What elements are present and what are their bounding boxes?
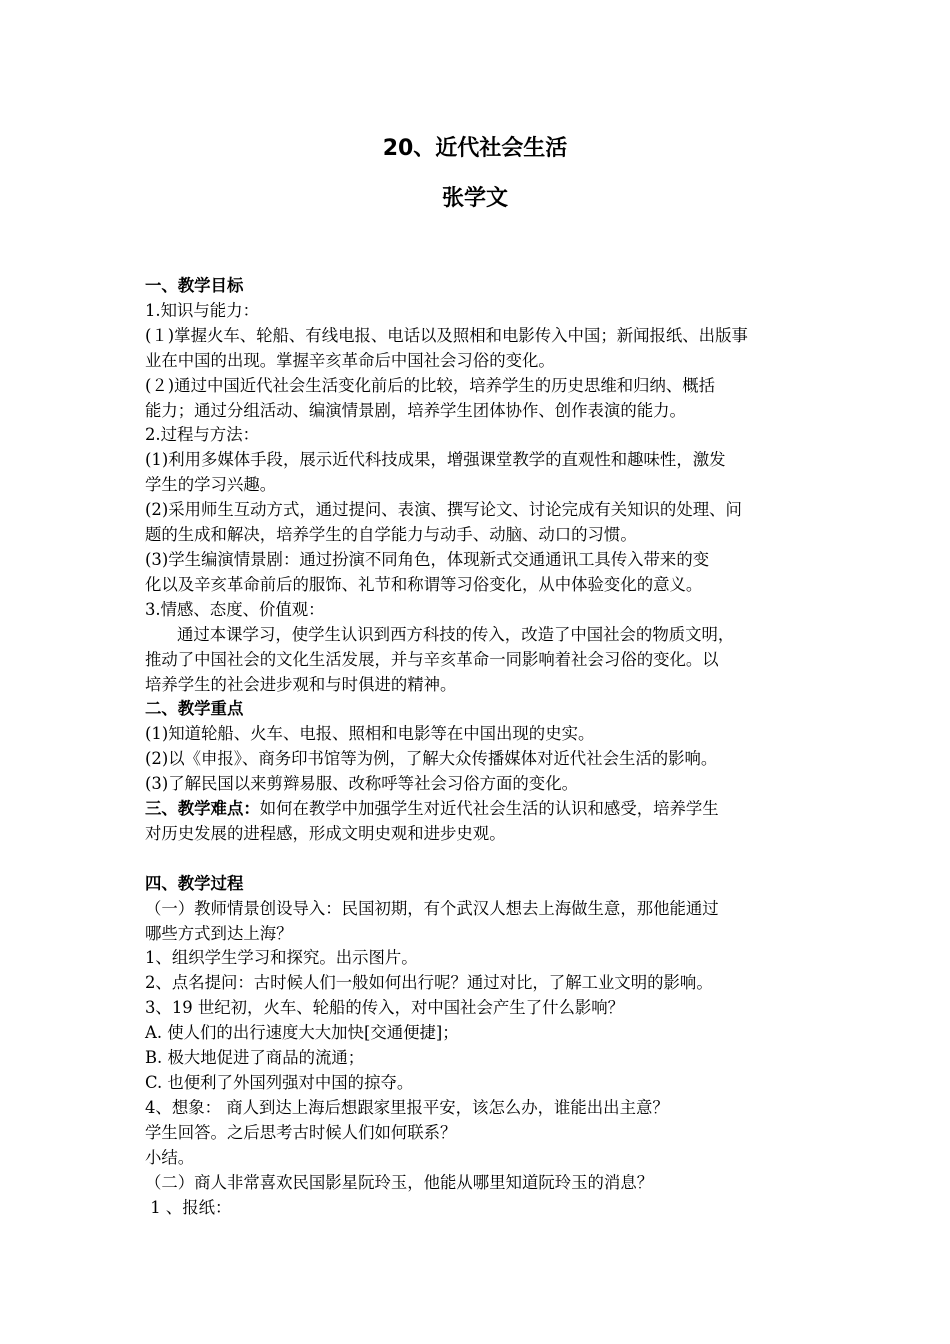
- subheading: 1.知识与能力：: [145, 300, 259, 320]
- list-item: B. 极大地促进了商品的流通；: [145, 1048, 365, 1068]
- subheading: 2.过程与方法：: [145, 425, 259, 445]
- paragraph-line: 能力；通过分组活动、编演情景剧，培养学生团体协作、创作表演的能力。: [145, 400, 686, 420]
- list-item: 1 、报纸：: [145, 1197, 232, 1217]
- list-item: A. 使人们的出行速度大大加快[交通便捷]；: [145, 1023, 459, 1043]
- list-item: (3)了解民国以来剪辫易服、改称呼等社会习俗方面的变化。: [145, 774, 578, 794]
- list-item: 2、点名提问：古时候人们一般如何出行呢？通过对比，了解工业文明的影响。: [145, 973, 713, 993]
- section-heading-process: 四、教学过程: [145, 873, 244, 893]
- paragraph-line: 小结。: [145, 1147, 195, 1167]
- paragraph-line: 题的生成和解决，培养学生的自学能力与动手、动脑、动口的习惯。: [145, 525, 637, 545]
- list-item: 1、组织学生学习和探究。出示图片。: [145, 948, 418, 968]
- paragraph-line: 对历史发展的进程感，形成文明史观和进步史观。: [145, 823, 506, 843]
- paragraph-line: (1)利用多媒体手段，展示近代科技成果，增强课堂教学的直观性和趣味性，激发: [145, 450, 726, 470]
- list-item: C. 也便利了外国列强对中国的掠夺。: [145, 1072, 414, 1092]
- difficulty-line: [145, 797, 813, 822]
- section-heading-goals: 一、教学目标: [145, 276, 244, 295]
- document-author: 张学文: [441, 186, 508, 211]
- list-item: 4、想象： 商人到达上海后想跟家里报平安，该怎么办，谁能出出主意？: [145, 1097, 669, 1117]
- paragraph-line: (3)学生编演情景剧：通过扮演不同角色，体现新式交通通讯工具传入带来的变: [145, 549, 710, 569]
- paragraph-line: （二）商人非常喜欢民国影星阮玲玉，他能从哪里知道阮玲玉的消息？: [145, 1172, 654, 1192]
- list-item: (1)知道轮船、火车、电报、照相和电影等在中国出现的史实。: [145, 724, 595, 744]
- list-item: 3、19 世纪初，火车、轮船的传入，对中国社会产生了什么影响？: [145, 998, 625, 1018]
- document-body: [145, 274, 813, 1220]
- paragraph-line: 通过本课学习，使学生认识到西方科技的传入，改造了中国社会的物质文明，: [177, 624, 735, 644]
- section-heading-key-points: 二、教学重点: [145, 699, 244, 719]
- list-item: (2)以《申报》、商务印书馆等为例，了解大众传播媒体对近代社会生活的影响。: [145, 749, 718, 769]
- paragraph-line: 化以及辛亥革命前后的服饰、礼节和称谓等习俗变化，从中体验变化的意义。: [145, 574, 703, 594]
- paragraph-line: （一）教师情景创设导入：民国初期，有个武汉人想去上海做生意，那他能通过: [145, 898, 719, 918]
- subheading: 3.情感、态度、价值观：: [145, 599, 325, 619]
- paragraph-line: 推动了中国社会的文化生活发展，并与辛亥革命一同影响着社会习俗的变化。以: [145, 649, 719, 669]
- paragraph-line: 培养学生的社会进步观和与时俱进的精神。: [145, 674, 457, 694]
- paragraph-line: (１)掌握火车、轮船、有线电报、电话以及照相和电影传入中国；新闻报纸、出版事: [145, 325, 748, 345]
- paragraph-text: 如何在教学中加强学生对近代社会生活的认识和感受，培养学生: [259, 799, 719, 819]
- paragraph-line: (2)采用师生互动方式，通过提问、表演、撰写论文、讨论完成有关知识的处理、问: [145, 500, 742, 520]
- section-heading-difficulties: 三、教学难点：: [145, 799, 260, 819]
- paragraph-line: 哪些方式到达上海？: [145, 923, 293, 943]
- paragraph-line: 学生回答。之后思考古时候人们如何联系？: [145, 1122, 457, 1142]
- document-title: 20、近代社会生活: [382, 136, 568, 161]
- paragraph-line: 业在中国的出现。掌握辛亥革命后中国社会习俗的变化。: [145, 350, 555, 370]
- paragraph-line: 学生的学习兴趣。: [145, 475, 277, 495]
- paragraph-line: (２)通过中国近代社会生活变化前后的比较，培养学生的历史思维和归纳、概括: [145, 375, 716, 395]
- blank-line: [145, 847, 813, 872]
